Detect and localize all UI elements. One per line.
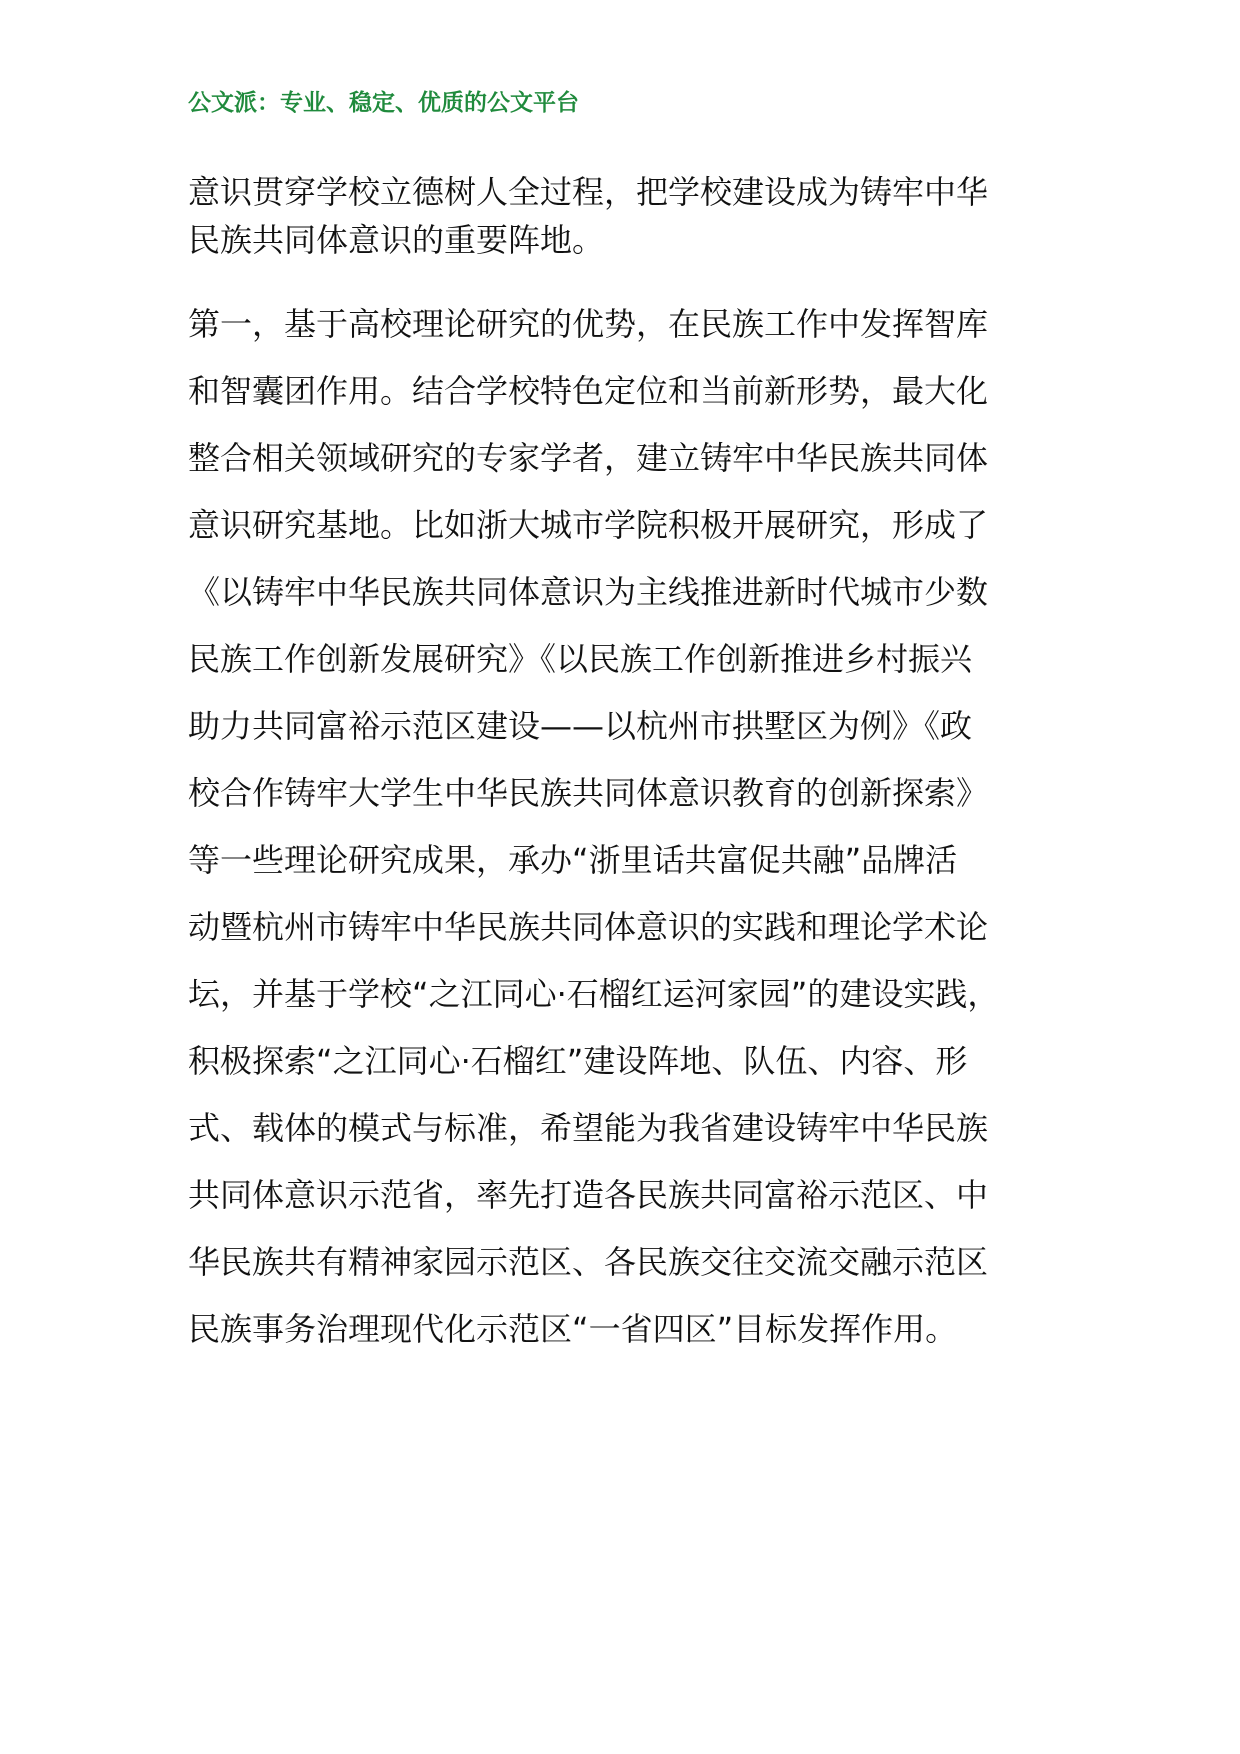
text-line: 等一些理论研究成果，承办“浙里话共富促共融”品牌活 bbox=[188, 841, 958, 879]
text-line: 意识贯穿学校立德树人全过程，把学校建设成为铸牢中华 bbox=[188, 173, 989, 211]
text-line: 民族共同体意识的重要阵地。 bbox=[188, 221, 605, 259]
text-line: 华民族共有精神家园示范区、各民族交往交流交融示范区 bbox=[188, 1243, 989, 1281]
text-line: 共同体意识示范省，率先打造各民族共同富裕示范区、中 bbox=[188, 1176, 989, 1214]
text-line: 民族事务治理现代化示范区“一省四区”目标发挥作用。 bbox=[188, 1310, 958, 1348]
text-line: 积极探索“之江同心·石榴红”建设阵地、队伍、内容、形 bbox=[188, 1042, 968, 1080]
text-line: 第一，基于高校理论研究的优势，在民族工作中发挥智库 bbox=[188, 305, 989, 343]
text-line: 民族工作创新发展研究》《以民族工作创新推进乡村振兴 bbox=[188, 640, 973, 678]
text-line: 意识研究基地。比如浙大城市学院积极开展研究，形成了 bbox=[188, 506, 989, 544]
text-line: 坛，并基于学校“之江同心·石榴红运河家园”的建设实践， bbox=[188, 975, 1000, 1013]
text-line: 和智囊团作用。结合学校特色定位和当前新形势，最大化 bbox=[188, 372, 989, 410]
text-line: 式、载体的模式与标准，希望能为我省建设铸牢中华民族 bbox=[188, 1109, 989, 1147]
text-line: 校合作铸牢大学生中华民族共同体意识教育的创新探索》 bbox=[188, 774, 989, 812]
page-header: 公文派：专业、稳定、优质的公文平台 bbox=[188, 89, 579, 116]
text-line: 动暨杭州市铸牢中华民族共同体意识的实践和理论学术论 bbox=[188, 908, 989, 946]
text-line: 整合相关领域研究的专家学者，建立铸牢中华民族共同体 bbox=[188, 439, 989, 477]
text-line: 《以铸牢中华民族共同体意识为主线推进新时代城市少数 bbox=[188, 573, 989, 611]
text-line: 助力共同富裕示范区建设——以杭州市拱墅区为例》《政 bbox=[188, 707, 973, 745]
